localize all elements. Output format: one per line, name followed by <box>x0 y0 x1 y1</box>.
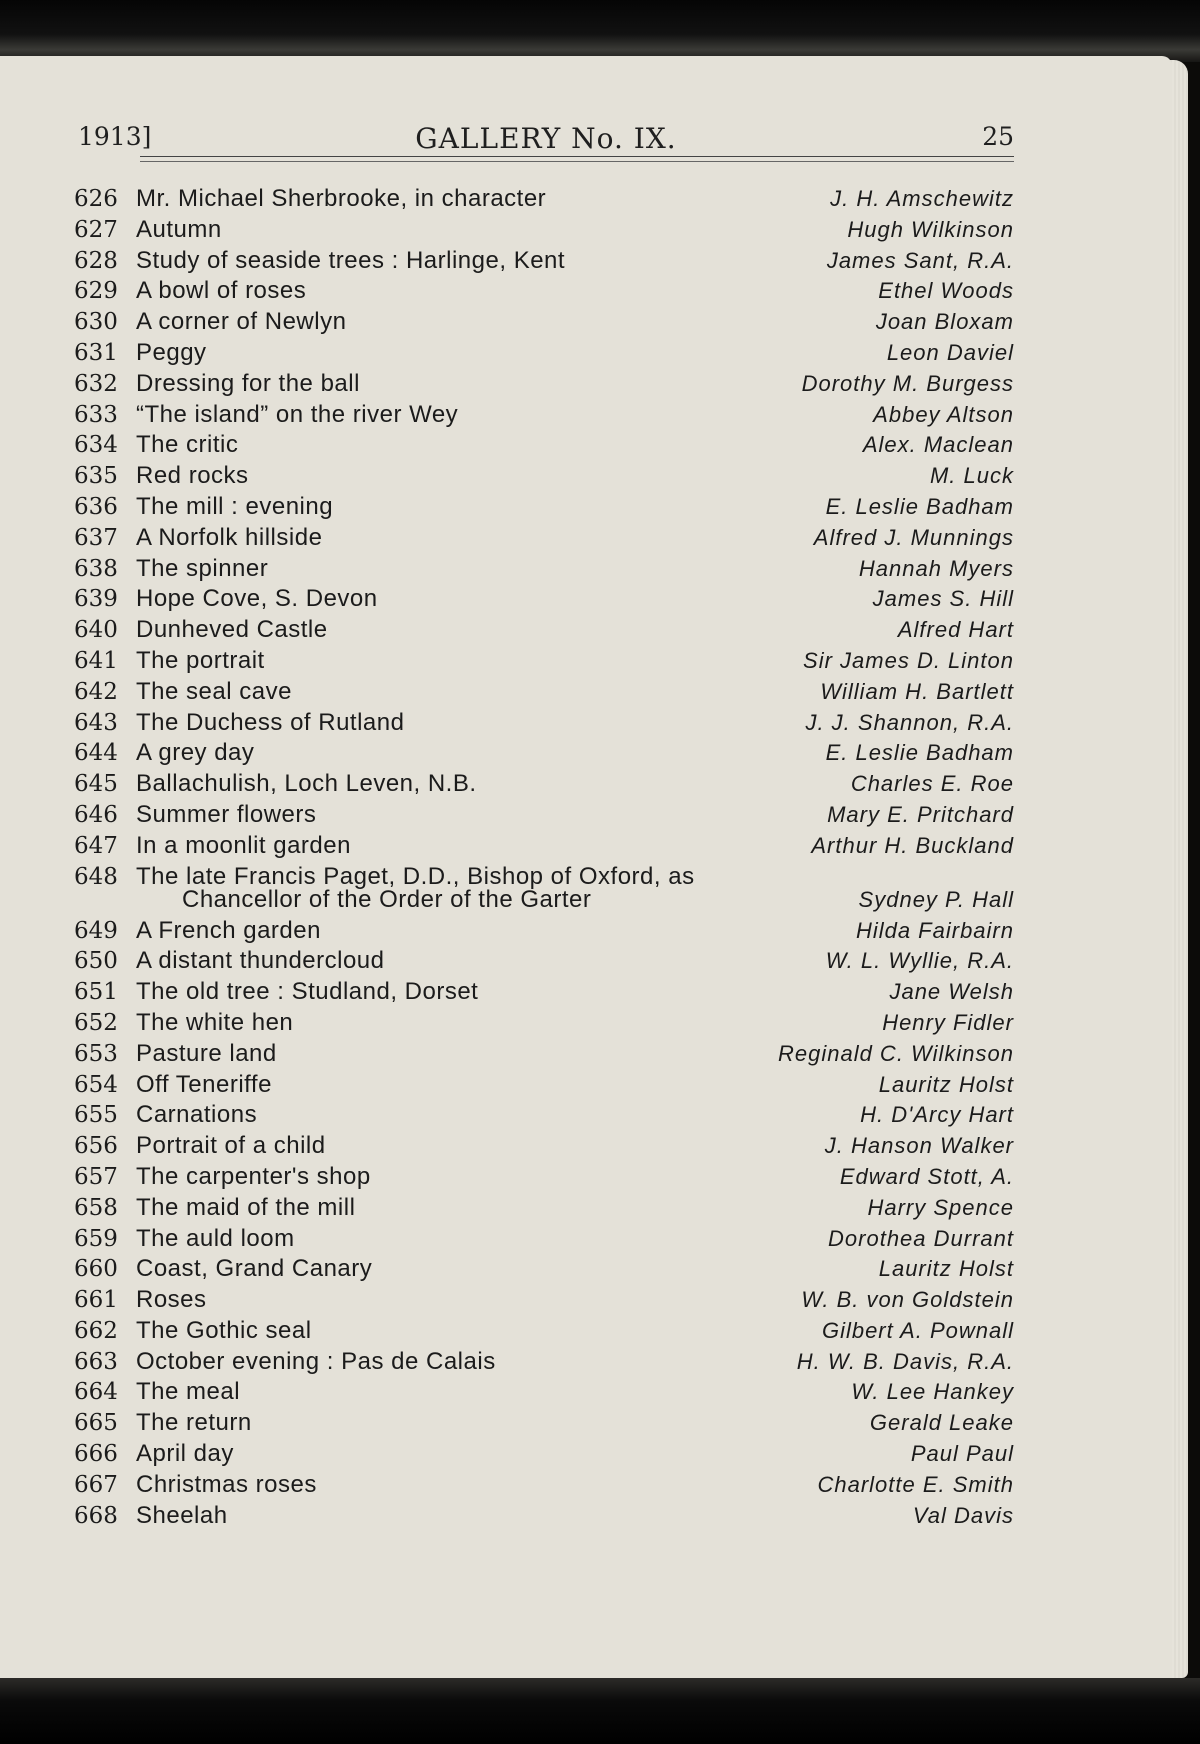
entry-title: Peggy <box>136 338 207 366</box>
entry-number: 642 <box>74 678 118 705</box>
entry-artist: Henry Fidler <box>882 1009 1014 1035</box>
entry-title: October evening : Pas de Calais <box>136 1347 496 1375</box>
entry-title: Pasture land <box>136 1039 277 1067</box>
catalogue-entry <box>74 615 1014 646</box>
entry-title: A French garden <box>136 916 321 944</box>
entry-artist: Val Davis <box>912 1502 1014 1528</box>
catalogue-entry <box>74 1347 1014 1378</box>
entry-number: 636 <box>74 493 118 520</box>
catalogue-entry <box>74 831 1014 862</box>
entry-number: 628 <box>74 247 118 274</box>
catalogue-entry <box>74 246 1014 277</box>
entry-number: 643 <box>74 709 118 736</box>
catalogue-entry <box>74 307 1014 338</box>
entry-artist: Alfred Hart <box>897 617 1014 643</box>
entry-artist: E. Leslie Badham <box>825 740 1014 766</box>
catalogue-entry <box>74 584 1014 615</box>
entry-title: April day <box>136 1440 234 1468</box>
entry-artist: Dorothy M. Burgess <box>801 370 1014 396</box>
entry-number: 648 <box>74 863 118 890</box>
entry-title: Study of seaside trees : Harlinge, Kent <box>136 246 566 274</box>
entry-number: 660 <box>74 1256 118 1283</box>
entry-number: 657 <box>74 1163 118 1190</box>
entry-artist: Reginald C. Wilkinson <box>777 1040 1014 1066</box>
catalogue-entry <box>74 523 1014 554</box>
entry-title: The seal cave <box>136 677 292 705</box>
entry-title: The carpenter's shop <box>136 1162 371 1190</box>
entry-number: 634 <box>74 432 118 459</box>
catalogue-entry <box>74 862 1014 916</box>
entry-artist: Harry Spence <box>867 1194 1014 1220</box>
entry-number: 664 <box>74 1379 118 1406</box>
entry-artist: Charlotte E. Smith <box>817 1471 1014 1497</box>
catalogue-entry <box>74 400 1014 431</box>
entry-artist: M. Luck <box>929 463 1014 489</box>
entry-artist: Dorothea Durrant <box>828 1225 1014 1251</box>
entry-artist: Paul Paul <box>910 1441 1014 1467</box>
catalogue-entry <box>74 708 1014 739</box>
catalogue-entry <box>74 492 1014 523</box>
catalogue-entry <box>74 769 1014 800</box>
entry-artist: James Sant, R.A. <box>826 247 1014 273</box>
entry-number: 635 <box>74 463 118 490</box>
entry-title: Sheelah <box>136 1501 228 1529</box>
catalogue-entry <box>74 461 1014 492</box>
entry-title: Christmas roses <box>136 1470 317 1498</box>
entry-title: The maid of the mill <box>136 1193 356 1221</box>
catalogue-entry <box>74 338 1014 369</box>
entry-artist: W. B. von Goldstein <box>801 1287 1014 1313</box>
entry-artist: W. L. Wyllie, R.A. <box>825 948 1014 974</box>
entry-title: The auld loom <box>136 1224 295 1252</box>
catalogue-entry <box>74 1008 1014 1039</box>
entry-number: 647 <box>74 832 118 859</box>
entry-number: 631 <box>74 339 118 366</box>
catalogue-entry <box>74 1501 1014 1532</box>
entry-number: 655 <box>74 1102 118 1129</box>
running-header <box>78 116 1014 176</box>
entry-title: Coast, Grand Canary <box>136 1255 373 1283</box>
entry-title: Summer flowers <box>136 800 317 828</box>
entry-artist: Hannah Myers <box>858 555 1014 581</box>
catalogue-entry <box>74 800 1014 831</box>
entry-artist: Hugh Wilkinson <box>847 216 1014 242</box>
entry-number: 652 <box>74 1009 118 1036</box>
entry-number: 668 <box>74 1502 118 1529</box>
entry-title: The mill : evening <box>136 492 334 520</box>
entry-number: 644 <box>74 740 118 767</box>
entry-title: Portrait of a child <box>136 1132 326 1160</box>
catalogue-entry <box>74 916 1014 947</box>
catalogue-entry <box>74 1224 1014 1255</box>
entry-title: Roses <box>136 1286 207 1314</box>
entry-number: 638 <box>74 555 118 582</box>
entry-artist: Sir James D. Linton <box>803 647 1014 673</box>
catalogue-entry <box>74 1408 1014 1439</box>
catalogue-entry <box>74 1316 1014 1347</box>
entry-artist: Charles E. Roe <box>850 771 1014 797</box>
catalogue-entry <box>74 677 1014 708</box>
book-top-edge <box>0 0 1200 62</box>
entry-number: 656 <box>74 1133 118 1160</box>
entry-artist: J. H. Amschewitz <box>830 186 1014 211</box>
catalogue-entry <box>74 1439 1014 1470</box>
entry-artist: William H. Bartlett <box>820 678 1014 704</box>
entry-title: In a moonlit garden <box>136 831 351 859</box>
entry-title: A distant thundercloud <box>136 947 385 975</box>
header-rule <box>140 161 1014 162</box>
entry-number: 640 <box>74 617 118 644</box>
catalogue-entry <box>74 184 1014 215</box>
entry-number: 633 <box>74 401 118 428</box>
catalogue-entry <box>74 738 1014 769</box>
entry-title: Ballachulish, Loch Leven, N.B. <box>136 770 477 798</box>
entry-number: 651 <box>74 979 118 1006</box>
entry-number: 630 <box>74 309 118 336</box>
entry-number: 649 <box>74 917 118 944</box>
catalogue-entry <box>74 1100 1014 1131</box>
catalogue-entry <box>74 554 1014 585</box>
entry-artist: Edward Stott, A. <box>839 1163 1014 1189</box>
entry-artist: Lauritz Holst <box>878 1256 1014 1282</box>
entry-title: Hope Cove, S. Devon <box>136 585 378 613</box>
entry-title: “The island” on the river Wey <box>136 400 459 428</box>
entry-title: The portrait <box>136 646 265 674</box>
entry-artist: Mary E. Pritchard <box>827 801 1014 827</box>
entry-title: The meal <box>136 1378 241 1406</box>
entry-number: 658 <box>74 1194 118 1221</box>
catalogue-list <box>74 184 1014 1531</box>
catalogue-entry <box>74 1070 1014 1101</box>
entry-number: 650 <box>74 948 118 975</box>
entry-title: Autumn <box>136 215 222 243</box>
entry-title: Red rocks <box>136 462 249 490</box>
entry-number: 639 <box>74 586 118 613</box>
entry-artist: Leon Daviel <box>886 339 1014 365</box>
entry-artist: H. D'Arcy Hart <box>860 1102 1014 1128</box>
entry-artist: H. W. B. Davis, R.A. <box>796 1348 1014 1374</box>
entry-title: Dressing for the ball <box>136 369 360 397</box>
catalogue-entry <box>74 1254 1014 1285</box>
catalogue-entry <box>74 977 1014 1008</box>
entry-number: 641 <box>74 647 118 674</box>
catalogue-entry <box>74 1039 1014 1070</box>
entry-artist: Gilbert A. Pownall <box>821 1317 1014 1343</box>
catalogue-entry <box>74 1377 1014 1408</box>
entry-artist: W. Lee Hankey <box>851 1379 1014 1405</box>
gallery-title: GALLERY No. IX. <box>415 122 677 155</box>
entry-title: Mr. Michael Sherbrooke, in character <box>136 185 547 212</box>
entry-title: The return <box>136 1409 252 1437</box>
page-number: 25 <box>982 122 1014 151</box>
entry-title: Off Teneriffe <box>136 1070 272 1098</box>
entry-title: A bowl of roses <box>136 277 307 305</box>
entry-number: 629 <box>74 278 118 305</box>
entry-artist: Lauritz Holst <box>878 1071 1014 1097</box>
entry-artist: Arthur H. Buckland <box>811 832 1014 858</box>
entry-title: The spinner <box>136 554 269 582</box>
entry-number: 667 <box>74 1471 118 1498</box>
entry-number: 661 <box>74 1287 118 1314</box>
catalogue-entry <box>74 1285 1014 1316</box>
entry-title: The late Francis Paget, D.D., Bishop of Oxford, as <box>136 862 695 890</box>
entry-artist: Ethel Woods <box>878 278 1014 304</box>
entry-number: 632 <box>74 370 118 397</box>
header-rule <box>140 156 1014 157</box>
entry-title: Dunheved Castle <box>136 616 328 644</box>
entry-title: The white hen <box>136 1008 294 1036</box>
catalogue-entry <box>74 946 1014 977</box>
entry-title: A Norfolk hillside <box>136 523 323 551</box>
catalogue-entry <box>74 1131 1014 1162</box>
entry-number: 653 <box>74 1040 118 1067</box>
catalogue-entry <box>74 276 1014 307</box>
entry-number: 666 <box>74 1441 118 1468</box>
catalogue-entry <box>74 1193 1014 1224</box>
entry-title: A corner of Newlyn <box>136 308 347 336</box>
entry-artist: Abbey Altson <box>873 401 1014 427</box>
catalogue-entry <box>74 646 1014 677</box>
entry-artist: Jane Welsh <box>889 979 1014 1005</box>
catalogue-entry <box>74 369 1014 400</box>
entry-artist: Hilda Fairbairn <box>855 917 1014 943</box>
entry-artist: Gerald Leake <box>869 1410 1014 1436</box>
entry-number: 626 <box>74 186 118 212</box>
entry-number: 654 <box>74 1071 118 1098</box>
entry-number: 665 <box>74 1410 118 1437</box>
catalogue-entry <box>74 215 1014 246</box>
entry-number: 659 <box>74 1225 118 1252</box>
entry-title-continued: Chancellor of the Order of the Garter <box>182 885 592 913</box>
entry-title: The Gothic seal <box>136 1316 312 1344</box>
entry-title: The old tree : Studland, Dorset <box>136 978 479 1006</box>
entry-artist: Alfred J. Munnings <box>813 524 1014 550</box>
entry-number: 645 <box>74 771 118 798</box>
entry-number: 627 <box>74 216 118 243</box>
entry-artist: Sydney P. Hall <box>858 886 1014 912</box>
catalogue-entry <box>74 1162 1014 1193</box>
book-bottom-edge <box>0 1678 1200 1744</box>
entry-title: The Duchess of Rutland <box>136 708 405 736</box>
entry-title: Carnations <box>136 1101 258 1129</box>
catalogue-entry <box>74 430 1014 461</box>
entry-number: 663 <box>74 1348 118 1375</box>
entry-artist: E. Leslie Badham <box>825 493 1014 519</box>
entry-artist: J. Hanson Walker <box>824 1133 1014 1159</box>
entry-number: 662 <box>74 1317 118 1344</box>
entry-title: A grey day <box>136 739 255 767</box>
entry-artist: Alex. Maclean <box>862 432 1014 458</box>
entry-artist: Joan Bloxam <box>875 309 1014 335</box>
entry-number: 646 <box>74 801 118 828</box>
catalogue-entry <box>74 1470 1014 1501</box>
entry-artist: J. J. Shannon, R.A. <box>805 709 1014 735</box>
entry-artist: James S. Hill <box>872 586 1014 612</box>
entry-title: The critic <box>136 431 239 459</box>
entry-number: 637 <box>74 524 118 551</box>
header-year: 1913] <box>78 122 152 151</box>
